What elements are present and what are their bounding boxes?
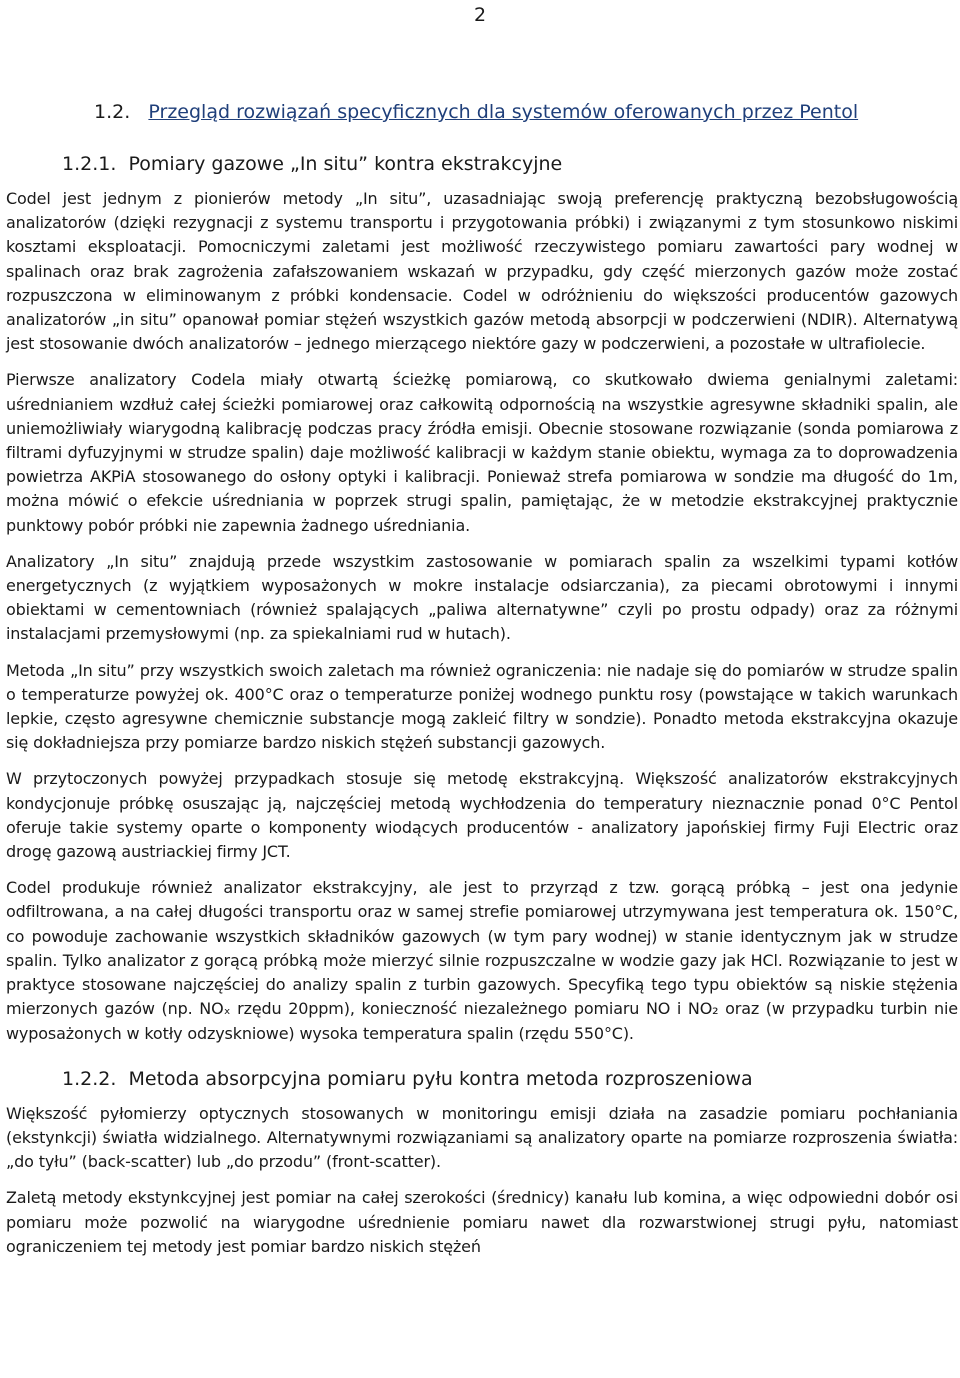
- subsection-heading-2: [62, 1066, 958, 1092]
- subsection-number-1: 1.2.1.: [62, 153, 117, 175]
- section-number: 1.2.: [94, 101, 131, 123]
- paragraph: Analizatory „In situ” znajdują przede wszystkim zastosowanie w pomiarach spalin za wszelkimi typami kotłów energetycznych (z wyjątkiem wyposażonych w mokre instalacje odsiarczania), za piecami obrotowymi i innymi obiektami w cementowniach (również spalających „paliwa alternatywne” czyli po prostu odpady) oraz za różnymi instalacjami przemysłowymi (np. za spiekalniami rud w hutach).: [6, 551, 958, 644]
- paragraph: Codel jest jednym z pionierów metody „In situ”, uzasadniając swoją preferencję praktyczną bezobsługowością analizatorów (dzięki rezygnacji z systemu transportu i przygotowania próbki) i związanymi z tym stosunkowo niskimi kosztami eksploatacji. Pomocniczymi zaletami jest możliwość rzeczywistego pomiaru zawartości pary wodnej w spalinach oraz brak zagrożenia zafałszowaniem wskazań w przypadku, gdy część mierzonych gazów może zostać rozpuszczona w eliminowanym z próbki kondensacie. Codel w odróżnieniu do większości producentów gazowych analizatorów „in situ” opanował pomiar stężeń wszystkich gazów metodą absorpcji w podczerwieni (NDIR). Alternatywą jest stosowanie dwóch analizatorów – jednego mierzącego niektóre gazy w podczerwieni, a pozostałe w ultrafiolecie.: [6, 189, 958, 354]
- document-body: [6, 98, 958, 1259]
- paragraph: W przytoczonych powyżej przypadkach stosuje się metodę ekstrakcyjną. Większość analizatorów ekstrakcyjnych kondycjonuje próbkę osuszając ją, najczęściej metodą wychłodzenia do temperatury nieznacznie ponad 0°C Pentol oferuje takie systemy oparte o komponenty wiodących producentów - analizatory japońskiej firmy Fuji Electric oraz drogę gazową austriackiej firmy JCT.: [6, 769, 958, 862]
- paragraph: Zaletą metody ekstynkcyjnej jest pomiar na całej szerokości (średnicy) kanału lub komina, a więc odpowiedni dobór osi pomiaru może pozwolić na wiarygodne uśrednienie pomiaru nawet dla rozwarstwionej strugi pyłu, natomiast ograniczeniem tej metody jest pomiar bardzo niskich stężeń: [6, 1188, 958, 1256]
- paragraph: Większość pyłomierzy optycznych stosowanych w monitoringu emisji działa na zasadzie pomiaru pochłaniania (ekstynkcji) światła widzialnego. Alternatywnymi rozwiązaniami są analizatory oparte na pomiarze rozproszenia światła: „do tyłu” (back-scatter) lub „do przodu” (front-scatter).: [6, 1103, 958, 1172]
- subsection-number-2: 1.2.2.: [62, 1067, 117, 1090]
- paragraph: Pierwsze analizatory Codela miały otwartą ścieżkę pomiarową, co skutkowało dwiema genialnymi zaletami: uśrednianiem wzdłuż całej ścieżki pomiarowej oraz całkowitą odpornością na wszystkie agresywne składniki spalin, ale uniemożliwiały wiarygodną kalibrację podczas pracy źródła emisji. Obecnie stosowane rozwiązanie (sonda pomiarowa z filtrami dyfuzyjnymi w strudze spalin) daje możliwość kalibracji w każdym stanie obiektu, wymaga za to doprowadzenia powietrza AKPiA stosowanego do osłony optyki i kalibracji. Ponieważ strefa pomiarowa w sondzie ma długość do 1m, można mówić o efekcie uśredniania w poprzek strugi spalin, pamiętając, że w metodzie ekstrakcyjnej praktycznie punktowy pobór próbki nie zapewnia żadnego uśredniania.: [6, 370, 958, 535]
- page-number: 2: [473, 4, 487, 26]
- paragraph: Codel produkuje również analizator ekstrakcyjny, ale jest to przyrząd z tzw. gorącą próbką – jest ona jedynie odfiltrowana, a na całej długości transportu oraz w samej strefie pomiarowej utrzymywana jest temperatura ok. 150°C, co powoduje zachowanie wszystkich składników gazowych (w tym pary wodnej) w stanie identycznym jak w strudze spalin. Tylko analizator z gorącą próbką może mierzyć silnie rozpuszczalne w wodzie gazy jak HCl. Rozwiązanie to jest w praktyce stosowane najczęściej do analizy spalin z turbin gazowych. Specyfiką tego typu obiektów są niskie stężenia mierzonych gazów (np. NOₓ rzędu 20ppm), konieczność niezależnego pomiaru NO i NO₂ oraz (w przypadku turbin nie wyposażonych w kotły odzyskniowe) wysoka temperatura spalin (rzędu 550°C).: [6, 878, 958, 1043]
- section-title-link[interactable]: Przegląd rozwiązań specyficznych dla systemów oferowanych przez Pentol: [148, 101, 859, 123]
- section-heading: [94, 98, 958, 126]
- paragraph: Metoda „In situ” przy wszystkich swoich zaletach ma również ograniczenia: nie nadaje się do pomiarów w strudze spalin o temperaturze powyżej ok. 400°C oraz o temperaturze poniżej wodnego punktu rosy (powstające w takich warunkach lepkie, często agresywne chemicznie substancje mogą zakleić filtry w sondzie). Ponadto metoda ekstrakcyjna okazuje się dokładniejsza przy pomiarze bardzo niskich stężeń substancji gazowych.: [6, 660, 958, 753]
- subsection-title-1: Pomiary gazowe „In situ” kontra ekstrakcyjne: [128, 153, 563, 175]
- subsection-heading-1: [62, 151, 958, 177]
- subsection-title-2: Metoda absorpcyjna pomiaru pyłu kontra metoda rozproszeniowa: [128, 1067, 753, 1090]
